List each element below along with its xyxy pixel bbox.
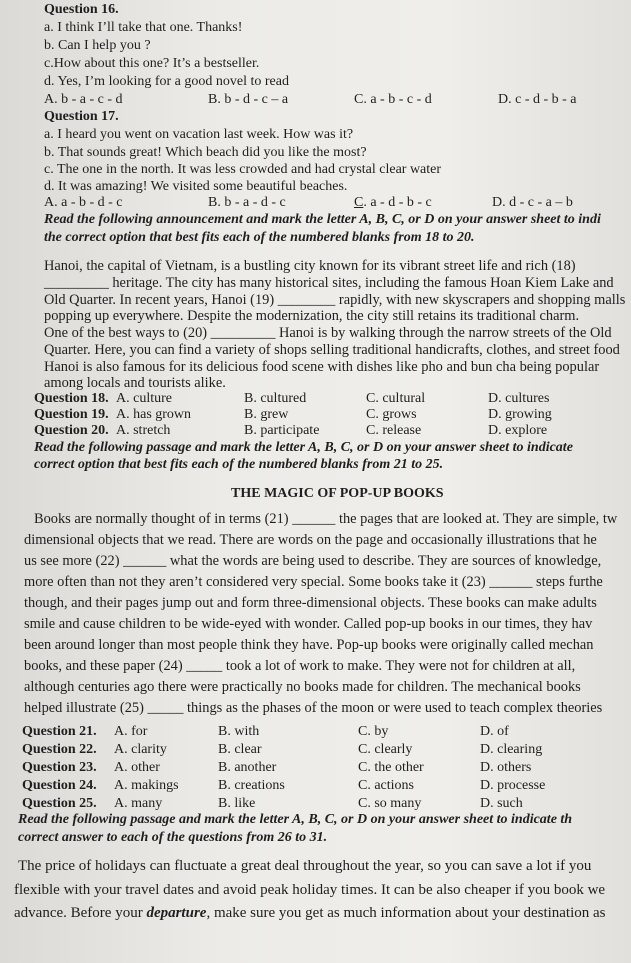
q16-line-a: a. I think I’ll take that one. Thanks! xyxy=(44,20,243,35)
passage1-line: _________ heritage. The city has many historical sites, including the famous Hoan Kiem Lake and xyxy=(44,275,614,291)
passage1-line: Hanoi, the capital of Vietnam, is a bustling city known for its vibrant street life and rich (18) xyxy=(44,258,576,274)
option-b[interactable]: B. clear xyxy=(218,742,262,757)
option-b[interactable]: B. grew xyxy=(244,407,289,422)
option-a[interactable]: A. many xyxy=(114,796,163,811)
q16-title: Question 16. xyxy=(44,2,119,17)
passage2-line: though, and their pages jump out and form three-dimensional objects. These books can make adults xyxy=(24,595,597,611)
q16-option-c[interactable]: C. a - b - c - d xyxy=(354,92,432,107)
question-label: Question 19. xyxy=(34,407,109,422)
passage1-line: Quarter. Here, you can find a variety of shops selling traditional handicrafts, clothes, and street food xyxy=(44,342,620,358)
option-b[interactable]: B. participate xyxy=(244,423,320,438)
passage3-emphasis: departure xyxy=(146,905,207,921)
instruction-21-25-line-1: Read the following passage and mark the letter A, B, C, or D on your answer sheet to indicate xyxy=(34,440,573,455)
question-label: Question 25. xyxy=(22,796,97,811)
question-label: Question 20. xyxy=(34,423,109,438)
option-d[interactable]: D. processe xyxy=(480,778,546,793)
option-d[interactable]: D. of xyxy=(480,724,509,739)
instruction-18-20-line-2: the correct option that best fits each of the numbered blanks from 18 to 20. xyxy=(44,230,475,245)
passage2-line: although centuries ago there were practically no books made for children. The mechanical books xyxy=(24,679,581,695)
q16-option-a[interactable]: A. b - a - c - d xyxy=(44,92,123,107)
option-a[interactable]: A. makings xyxy=(114,778,179,793)
passage3-line-start: advance. Before your xyxy=(14,905,147,921)
option-c[interactable]: C. grows xyxy=(366,407,417,422)
passage2-line: been around longer than most people think they have. Pop-up books were originally called mechan xyxy=(24,637,594,653)
q17-option-c-letter: C xyxy=(354,195,364,210)
passage2-title: THE MAGIC OF POP-UP BOOKS xyxy=(231,486,444,501)
q17-line-a: a. I heard you went on vacation last week. How was it? xyxy=(44,127,354,142)
instruction-26-31-line-1: Read the following passage and mark the letter A, B, C, or D on your answer sheet to indicate th xyxy=(18,812,573,827)
passage2-line: us see more (22) ______ what the words are being used to describe. They are sources of knowledge, xyxy=(24,553,602,569)
option-d[interactable]: D. cultures xyxy=(488,391,550,406)
option-a[interactable]: A. culture xyxy=(116,391,172,406)
passage2-line: dimensional objects that we read. There are words on the page and occasionally illustrations that he xyxy=(24,532,597,548)
option-c[interactable]: C. clearly xyxy=(358,742,413,757)
option-a[interactable]: A. clarity xyxy=(114,742,167,757)
option-c[interactable]: C. actions xyxy=(358,778,414,793)
passage1-line: One of the best ways to (20) _________ Hanoi is by walking through the narrow streets of the Old xyxy=(44,325,612,341)
passage1-line: Hanoi is also famous for its delicious food scene with dishes like pho and bun cha being popular xyxy=(44,359,600,375)
q17-line-b: b. That sounds great! Which beach did you like the most? xyxy=(44,145,367,160)
option-b[interactable]: B. cultured xyxy=(244,391,307,406)
option-a[interactable]: A. has grown xyxy=(116,407,192,422)
option-c[interactable]: C. by xyxy=(358,724,389,739)
option-c[interactable]: C. so many xyxy=(358,796,422,811)
passage2-line: books, and these paper (24) _____ took a lot of work to make. They were not for children at all, xyxy=(24,658,576,674)
instruction-18-20-line-1: Read the following announcement and mark the letter A, B, C, or D on your answer sheet to indi xyxy=(44,212,601,227)
passage1-line: Old Quarter. In recent years, Hanoi (19) ________ rapidly, with new skyscrapers and shopping malls xyxy=(44,292,626,308)
q17-title: Question 17. xyxy=(44,109,119,124)
passage2-line: Books are normally thought of in terms (21) ______ the pages that are looked at. They are simple, tw xyxy=(34,511,618,527)
q16-line-b: b. Can I help you ? xyxy=(44,38,151,53)
passage2-line: smile and cause children to be wide-eyed with wonder. Called pop-up books in our times, they hav xyxy=(24,616,593,632)
passage3-line-end: , make sure you get as much information about your destination as xyxy=(206,905,606,921)
q16-line-c: c.How about this one? It’s a bestseller. xyxy=(44,56,260,71)
q17-line-c: c. The one in the north. It was less crowded and had crystal clear water xyxy=(44,162,442,177)
q17-option-b[interactable]: B. b - a - d - c xyxy=(208,195,286,210)
option-c[interactable]: C. release xyxy=(366,423,422,438)
q17-option-d[interactable]: D. d - c - a – b xyxy=(492,195,573,210)
option-d[interactable]: D. growing xyxy=(488,407,552,422)
passage3-line: The price of holidays can fluctuate a great deal throughout the year, so you can save a lot if you xyxy=(18,858,592,874)
q17-line-d: d. It was amazing! We visited some beautiful beaches. xyxy=(44,179,348,194)
q16-option-b[interactable]: B. b - d - c – a xyxy=(208,92,289,107)
passage3-line: flexible with your travel dates and avoid peak holiday times. It can be also cheaper if you book we xyxy=(14,882,606,898)
passage3-line xyxy=(14,905,606,921)
q17-option-c-text: . a - d - b - c xyxy=(363,195,432,210)
option-d[interactable]: D. others xyxy=(480,760,532,775)
option-b[interactable]: B. creations xyxy=(218,778,285,793)
q16-line-d: d. Yes, I’m looking for a good novel to read xyxy=(44,74,289,89)
option-d[interactable]: D. clearing xyxy=(480,742,543,757)
option-d[interactable]: D. explore xyxy=(488,423,548,438)
passage2-line: more often than not they aren’t considered very special. Some books take it (23) ______ steps furthe xyxy=(24,574,603,590)
passage1-line: popping up everywhere. Despite the modernization, the city still retains its traditional charm. xyxy=(44,308,580,324)
question-label: Question 23. xyxy=(22,760,97,775)
option-a[interactable]: A. stretch xyxy=(116,423,171,438)
instruction-26-31-line-2: correct answer to each of the questions from 26 to 31. xyxy=(18,830,328,845)
instruction-21-25-line-2: correct option that best fits each of the numbered blanks from 21 to 25. xyxy=(34,457,444,472)
option-a[interactable]: A. other xyxy=(114,760,160,775)
question-label: Question 21. xyxy=(22,724,97,739)
option-b[interactable]: B. with xyxy=(218,724,260,739)
passage2-line: helped illustrate (25) _____ things as the phases of the moon or were used to teach complex theories xyxy=(24,700,603,716)
q17-option-a[interactable]: A. a - b - d - c xyxy=(44,195,123,210)
option-d[interactable]: D. such xyxy=(480,796,523,811)
option-a[interactable]: A. for xyxy=(114,724,148,739)
question-label: Question 22. xyxy=(22,742,97,757)
option-c[interactable]: C. cultural xyxy=(366,391,426,406)
question-label: Question 24. xyxy=(22,778,97,793)
q17-option-c[interactable] xyxy=(354,195,432,211)
option-b[interactable]: B. another xyxy=(218,760,277,775)
q16-option-d[interactable]: D. c - d - b - a xyxy=(498,92,577,107)
option-b[interactable]: B. like xyxy=(218,796,256,811)
option-c[interactable]: C. the other xyxy=(358,760,424,775)
question-label: Question 18. xyxy=(34,391,109,406)
passage1-line: among locals and tourists alike. xyxy=(44,375,226,391)
